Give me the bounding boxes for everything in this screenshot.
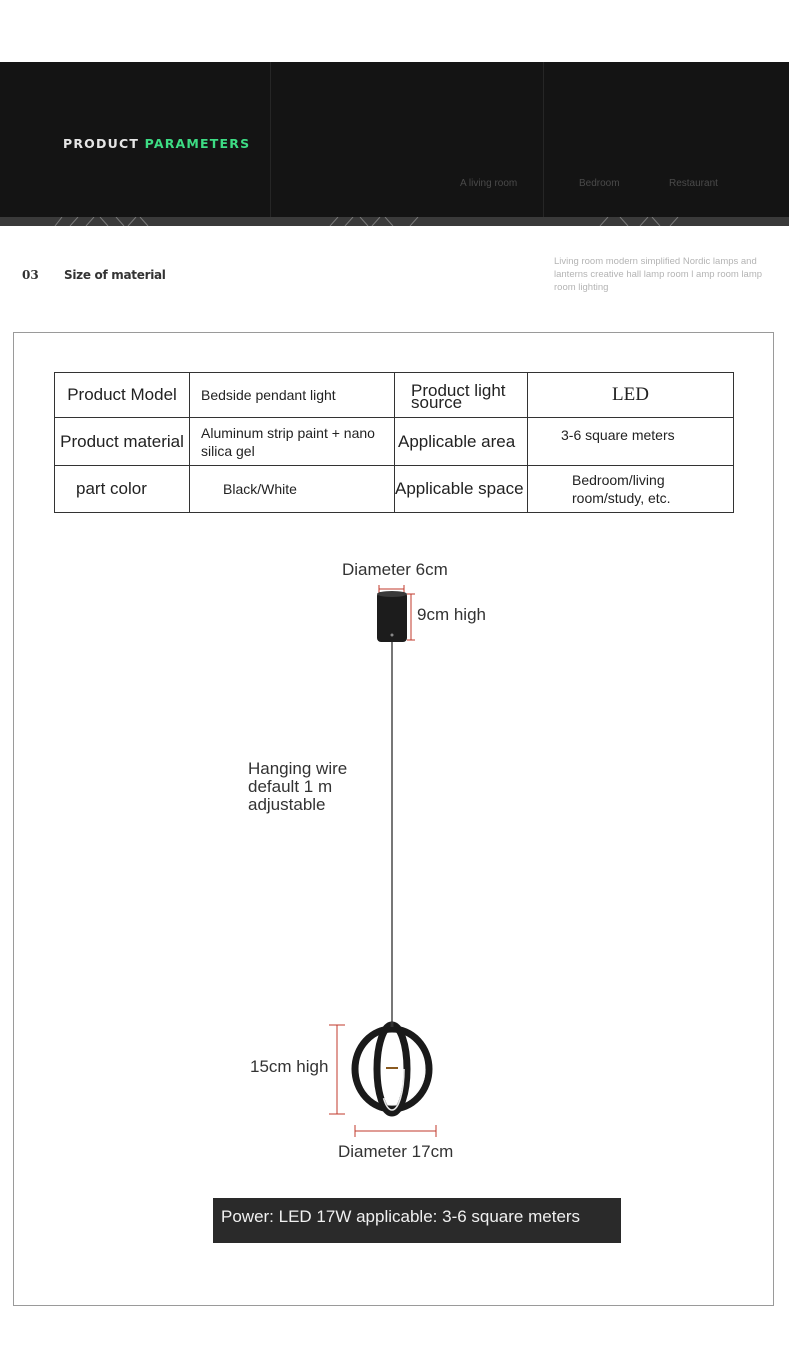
canopy-height-marker (407, 594, 415, 640)
lamp-height-label: 15cm high (250, 1057, 329, 1076)
room-label-living: A living room (460, 178, 518, 189)
section-title: Size of material (64, 268, 166, 282)
lamp-rings (355, 1022, 429, 1113)
section-note: Living room modern simplified Nordic lamps and lanterns creative hall lamp room l amp room lamp room lighting (554, 256, 763, 293)
banner-title-part2: PARAMETERS (144, 136, 251, 151)
banner-title-part1: PRODUCT (63, 136, 140, 151)
spec-label: Applicable area (395, 418, 528, 466)
pendant-light-diagram (0, 580, 789, 1160)
canopy-diameter-label: Diameter 6cm (342, 560, 448, 579)
table-row (55, 418, 734, 466)
spec-value: Bedroom/living room/study, etc. (528, 466, 734, 513)
spec-label: Product material (55, 418, 190, 466)
spec-value: Black/White (190, 466, 395, 513)
spec-label: Product Model (55, 373, 190, 418)
spec-value: LED (528, 373, 734, 418)
lamp-diameter-label: Diameter 17cm (338, 1142, 454, 1161)
banner-divider (270, 62, 271, 217)
spec-table (54, 372, 734, 513)
spec-value: 3-6 square meters (528, 418, 734, 466)
decorative-stripe (0, 217, 789, 226)
spec-label: part color (55, 466, 190, 513)
banner-title (63, 136, 250, 151)
power-banner: Power: LED 17W applicable: 3-6 square meters (213, 1198, 621, 1243)
spec-value: Aluminum strip paint + nano silica gel (190, 418, 395, 466)
room-label-restaurant: Restaurant (669, 178, 718, 189)
lamp-diameter-marker (355, 1125, 436, 1137)
section-number: 03 (22, 268, 39, 282)
spec-value: Bedside pendant light (190, 373, 395, 418)
table-row (55, 373, 734, 418)
spec-label: Applicable space (395, 466, 528, 513)
lamp-height-marker (329, 1025, 345, 1114)
spec-label: Product light source (395, 373, 528, 418)
banner-divider (543, 62, 544, 217)
canopy-height-label: 9cm high (417, 605, 486, 624)
wire-label: Hanging wire default 1 m adjustable (248, 759, 348, 814)
room-label-bedroom: Bedroom (579, 178, 620, 189)
table-row (55, 466, 734, 513)
